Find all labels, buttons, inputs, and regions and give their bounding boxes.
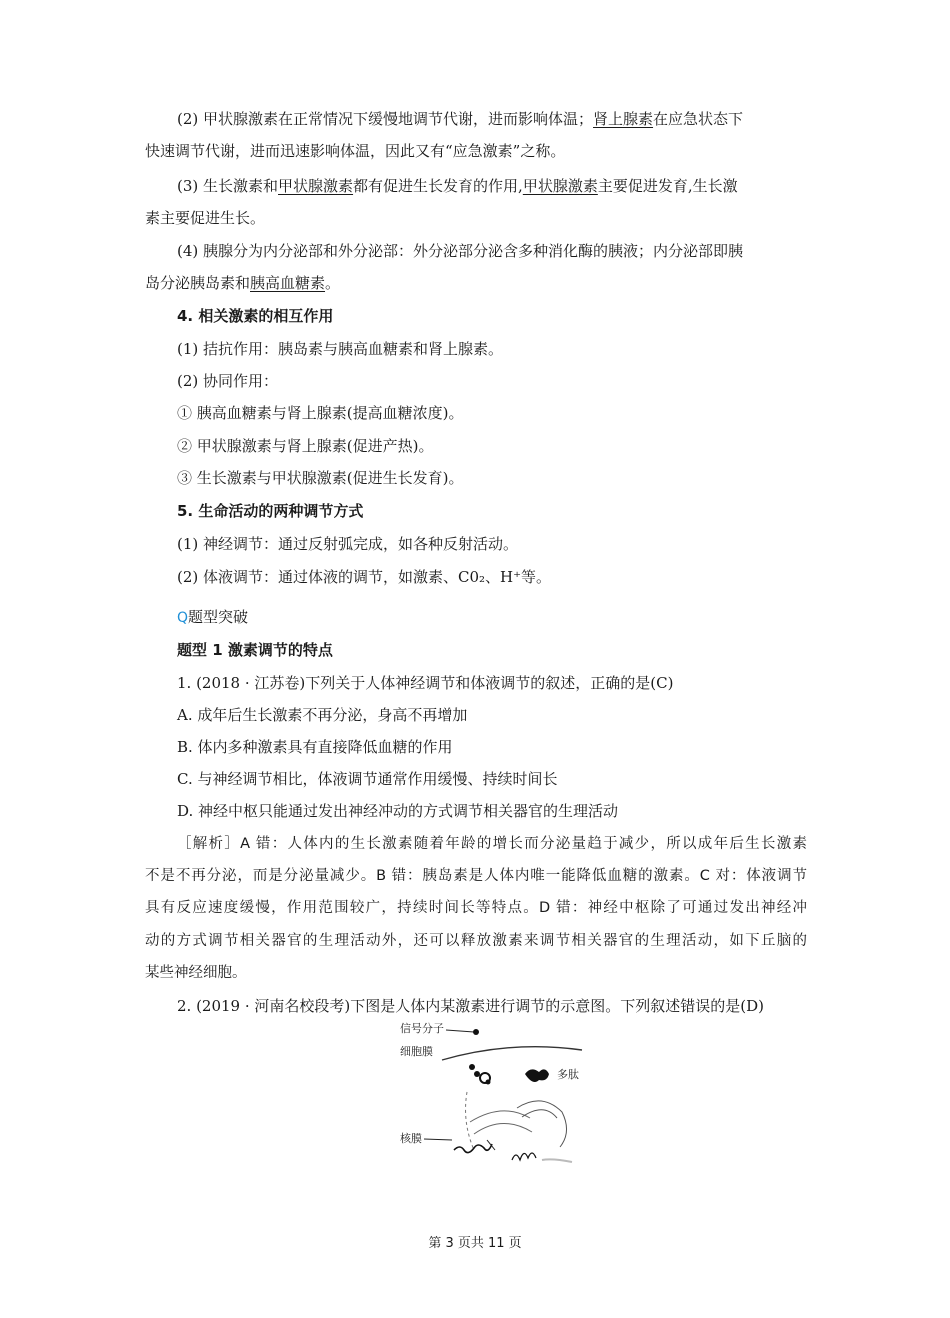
section-5-item: (2) 体液调节：通过体液的调节，如激素、C0₂、H⁺等。 xyxy=(177,568,552,586)
question-1-option: D. 神经中枢只能通过发出神经冲动的方式调节相关器官的生理活动 xyxy=(177,802,619,820)
para-4-line-2 xyxy=(145,273,340,293)
underlined-term: 甲状腺激素 xyxy=(522,177,598,195)
section-5-item: (1) 神经调节：通过反射弧完成，如各种反射活动。 xyxy=(177,535,519,553)
text: 主要促进发育,生长激 xyxy=(597,177,738,195)
text: 。 xyxy=(325,274,341,292)
text: (2) 甲状腺激素在正常情况下缓慢地调节代谢，进而影响体温； xyxy=(177,110,594,128)
text: (3) 生长激素和 xyxy=(177,177,279,195)
type-1-title: 题型 1 激素调节的特点 xyxy=(177,641,333,659)
question-1-stem: 1. (2018 · 江苏卷)下列关于人体神经调节和体液调节的叙述，正确的是(C) xyxy=(177,674,674,692)
label-membrane: 细胞膜 xyxy=(400,1045,433,1058)
underlined-term: 甲状腺激素 xyxy=(278,177,354,195)
question-1-option: A. 成年后生长激素不再分泌，身高不再增加 xyxy=(177,706,468,724)
breakthrough-label: 题型突破 xyxy=(188,608,249,626)
para-3-line-1 xyxy=(177,176,738,196)
section-4-item: ③ 生长激素与甲状腺激素(促进生长发育)。 xyxy=(177,469,464,487)
underlined-term: 肾上腺素 xyxy=(593,110,654,128)
hormone-diagram xyxy=(392,1022,592,1172)
analysis-line: 不是不再分泌，而是分泌量减少。B 错：胰岛素是人体内唯一能降低血糖的激素。C 对：体液调节 xyxy=(145,868,807,884)
question-1-option: C. 与神经调节相比，体液调节通常作用缓慢、持续时间长 xyxy=(177,770,558,788)
question-1-option: B. 体内多种激素具有直接降低血糖的作用 xyxy=(177,738,453,756)
text: 都有促进生长发育的作用, xyxy=(353,177,523,195)
para-3-line-2: 素主要促进生长。 xyxy=(145,209,266,227)
section-4-item: ① 胰高血糖素与肾上腺素(提高血糖浓度)。 xyxy=(177,404,464,422)
section-5-title: 5. 生命活动的两种调节方式 xyxy=(177,502,364,520)
text: 岛分泌胰岛素和 xyxy=(145,274,251,292)
q-icon: Q xyxy=(177,610,189,626)
section-4-item: (2) 协同作用： xyxy=(177,372,279,390)
text: 在应急状态下 xyxy=(653,110,744,128)
analysis-line: ［解析］A 错：人体内的生长激素随着年龄的增长而分泌量趋于减少，所以成年后生长激素 xyxy=(177,836,807,852)
section-4-title: 4. 相关激素的相互作用 xyxy=(177,307,334,325)
section-4-item: (1) 拮抗作用：胰岛素与胰高血糖素和肾上腺素。 xyxy=(177,340,504,358)
diagram-svg xyxy=(392,1022,592,1172)
para-4-line-1: (4) 胰腺分为内分泌部和外分泌部：外分泌部分泌含多种消化酶的胰液；内分泌部即胰 xyxy=(177,242,744,260)
underlined-term: 胰高血糖素 xyxy=(250,274,326,292)
analysis-line: 某些神经细胞。 xyxy=(145,965,247,981)
breakthrough-heading xyxy=(177,607,248,628)
analysis-line: 具有反应速度缓慢，作用范围较广，持续时间长等特点。D 错：神经中枢除了可通过发出神经冲 xyxy=(145,900,807,916)
page-footer: 第 3 页共 11 页 xyxy=(428,1236,522,1251)
analysis-line: 动的方式调节相关器官的生理活动外，还可以释放激素来调节相关器官的生理活动，如下丘脑的 xyxy=(145,933,807,949)
label-signal: 信号分子 xyxy=(400,1022,444,1035)
para-2-line-1 xyxy=(177,109,743,129)
question-2-stem: 2. (2019 · 河南名校段考)下图是人体内某激素进行调节的示意图。下列叙述错误的是(D) xyxy=(177,997,764,1015)
para-2-line-2: 快速调节代谢，进而迅速影响体温，因此又有“应急激素”之称。 xyxy=(145,142,566,160)
label-peptide: 多肽 xyxy=(557,1068,579,1081)
label-nuclear: 核膜 xyxy=(400,1132,422,1145)
section-4-item: ② 甲状腺激素与肾上腺素(促进产热)。 xyxy=(177,437,434,455)
